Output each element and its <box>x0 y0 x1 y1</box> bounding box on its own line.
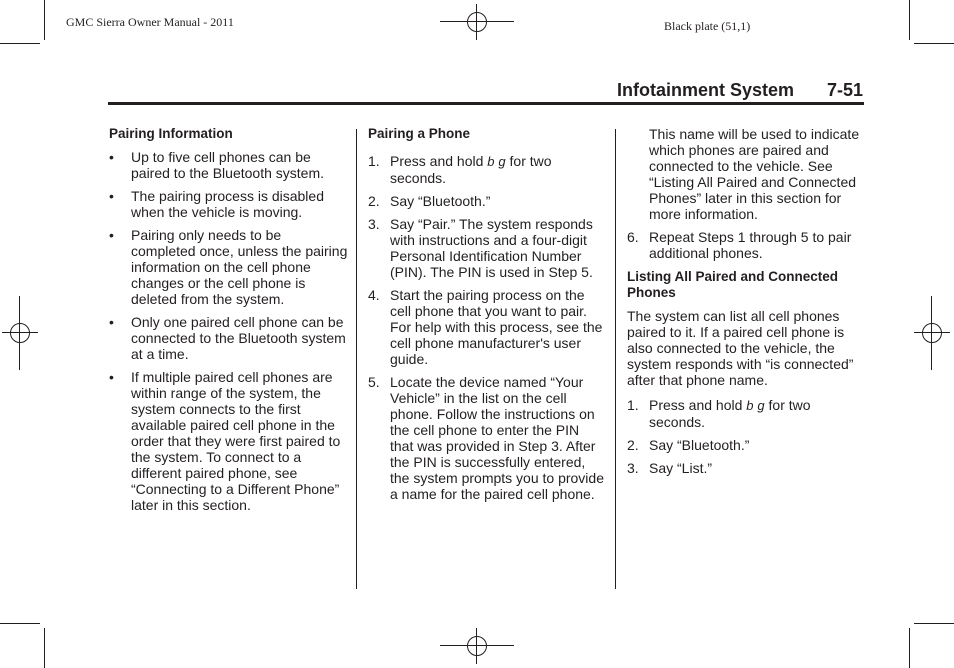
crop-mark <box>914 43 954 44</box>
step-item: 4. Start the pairing process on the cell phone that you want to pair. For help with this process, see the cell phone manufacturer's user guide. <box>368 287 603 367</box>
section-title: Infotainment System <box>616 80 794 100</box>
phone-icon: b <box>487 154 495 169</box>
crop-mark <box>914 623 954 624</box>
crop-mark <box>909 628 910 668</box>
step-item: 3. Say “Pair.” The system responds with instructions and a four-digit Personal Identification Number (PIN). The PIN is used in Step 5. <box>368 216 593 280</box>
bullet-item: • If multiple paired cell phones are within range of the system, the system connects to the first available paired cell phone in the order that they were first paired to the system. To connect to a different paired phone, see “Connecting to a Different Phone” later in this section. <box>109 369 341 513</box>
registration-mark-left <box>2 296 38 370</box>
registration-mark-top <box>440 4 514 40</box>
column-2 <box>368 126 606 509</box>
subheading: Pairing a Phone <box>368 126 471 141</box>
bullet-item: • Only one paired cell phone can be connected to the Bluetooth system at a time. <box>109 314 346 362</box>
step-item: 6. Repeat Steps 1 through 5 to pair additional phones. <box>627 229 852 261</box>
registration-mark-right <box>914 296 950 370</box>
crop-mark <box>44 0 45 40</box>
plate-label: Black plate (51,1) <box>664 19 751 33</box>
voice-icon: g <box>498 154 506 169</box>
crop-mark <box>0 43 40 44</box>
paragraph: The system can list all cell phones paired to it. If a paired cell phone is also connected to the vehicle, the system responds with “is connected” after that phone name. <box>627 308 854 388</box>
manual-title: GMC Sierra Owner Manual - 2011 <box>66 15 234 29</box>
subheading: Listing All Paired and Connected Phones <box>627 269 839 300</box>
crop-mark <box>909 0 910 40</box>
column-1 <box>109 126 349 520</box>
bullet-item: • Pairing only needs to be completed once, unless the pairing information on the cell phone changes or the cell phone is deleted from the system. <box>109 227 348 307</box>
continuation-text: This name will be used to indicate which phones are paired and connected to the vehicle. See “Listing All Paired and Connected Phones” later in this section for more information. <box>649 126 860 222</box>
phone-icon: b <box>746 398 754 413</box>
crop-mark <box>44 628 45 668</box>
column-divider <box>615 129 616 589</box>
subheading: Pairing Information <box>109 126 233 141</box>
crop-mark <box>0 623 40 624</box>
step-item: 1. Press and hold b g for two seconds. <box>627 397 811 430</box>
step-item: 2. Say “Bluetooth.” <box>627 437 750 453</box>
step-item: 1. Press and hold b g for two seconds. <box>368 153 552 186</box>
column-divider <box>356 129 357 589</box>
bullet-item: • The pairing process is disabled when the vehicle is moving. <box>109 188 324 220</box>
column-3 <box>627 126 865 483</box>
registration-mark-bottom <box>440 628 514 664</box>
voice-icon: g <box>757 398 765 413</box>
bullet-item: • Up to five cell phones can be paired to the Bluetooth system. <box>109 149 324 181</box>
step-item: 3. Say “List.” <box>627 460 713 476</box>
page-number: 7-51 <box>827 80 864 100</box>
step-item: 5. Locate the device named “Your Vehicle” in the list on the cell phone. Follow the instructions on the cell phone to enter the PIN that was provided in Step 3. After the PIN is successfully entered, the system prompts you to provide a name for the paired cell phone. <box>368 374 604 502</box>
header-rule <box>108 102 864 105</box>
step-item: 2. Say “Bluetooth.” <box>368 193 491 209</box>
